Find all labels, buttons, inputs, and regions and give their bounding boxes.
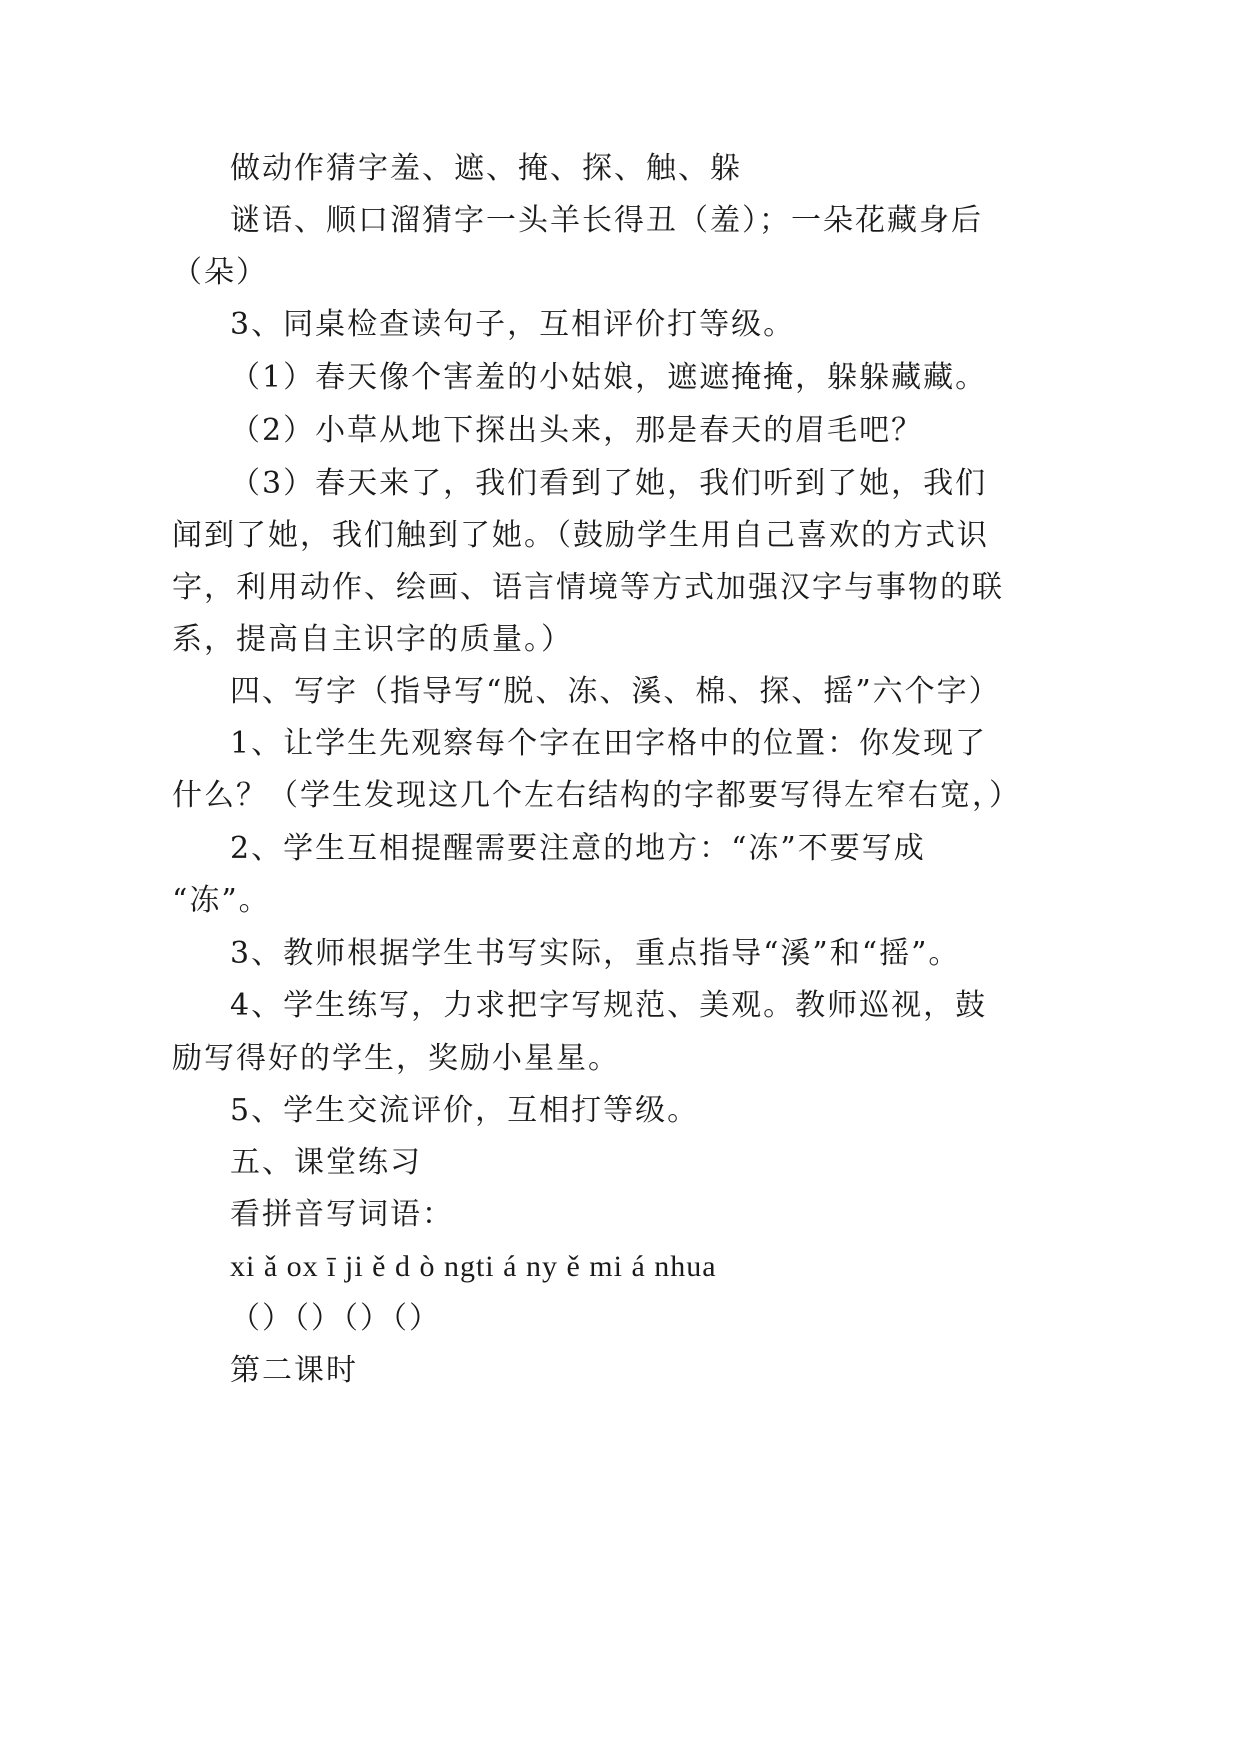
text-line-11: 四、写字（指导写“脱、冻、溪、棉、探、摇”六个字） <box>230 674 1001 709</box>
text-line-3: （朵） <box>172 255 268 290</box>
text-line-13: 什么？（学生发现这几个左右结构的字都要写得左窄右宽，） <box>172 778 1021 813</box>
text-line-9: 字，利用动作、绘画、语言情境等方式加强汉字与事物的联 <box>172 570 1004 605</box>
text-line-18: 励写得好的学生，奖励小星星。 <box>172 1041 620 1076</box>
text-line-8: 闻到了她，我们触到了她。（鼓励学生用自己喜欢的方式识 <box>172 518 989 553</box>
text-line-20: 五、课堂练习 <box>230 1145 422 1180</box>
text-line-16: 3、教师根据学生书写实际，重点指导“溪”和“摇”。 <box>230 936 961 971</box>
pinyin-line: xi ǎ ox ī ji ě d ò ngti á ny ě mi á nhua <box>230 1250 717 1283</box>
blank-parentheses-line: （）（）（）（） <box>230 1301 441 1336</box>
text-line-1: 做动作猜字羞、遮、掩、探、触、躲 <box>230 151 742 186</box>
text-line-7: （3）春天来了，我们看到了她，我们听到了她，我们 <box>230 466 988 501</box>
text-line-21: 看拼音写词语： <box>230 1197 454 1232</box>
text-line-10: 系，提高自主识字的质量。） <box>172 622 573 657</box>
text-line-14: 2、学生互相提醒需要注意的地方：“冻”不要写成 <box>230 831 926 866</box>
section-heading-second-lesson: 第二课时 <box>230 1353 358 1388</box>
text-line-12: 1、让学生先观察每个字在田字格中的位置：你发现了 <box>230 726 988 761</box>
text-line-5: （1）春天像个害羞的小姑娘，遮遮掩掩，躲躲藏藏。 <box>230 360 988 395</box>
text-line-15: “冻”。 <box>172 883 271 918</box>
text-line-4: 3、同桌检查读句子，互相评价打等级。 <box>230 307 796 342</box>
text-line-17: 4、学生练写，力求把字写规范、美观。教师巡视，鼓 <box>230 988 988 1023</box>
text-line-19: 5、学生交流评价，互相打等级。 <box>230 1093 700 1128</box>
text-line-2: 谜语、顺口溜猜字一头羊长得丑（羞）；一朵花藏身后 <box>230 203 983 238</box>
text-line-6: （2）小草从地下探出头来，那是春天的眉毛吧？ <box>230 413 924 448</box>
